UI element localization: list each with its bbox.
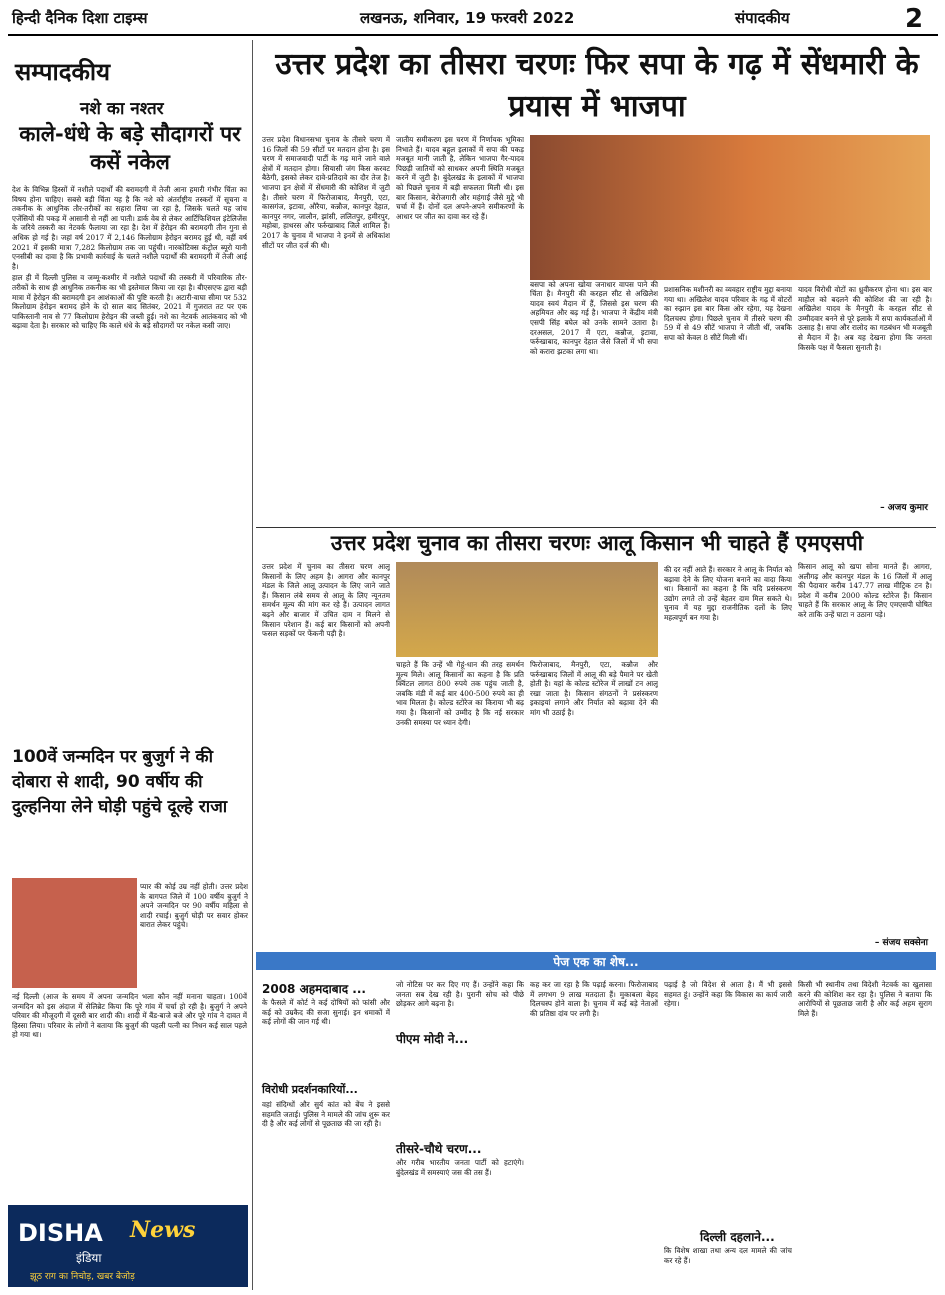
continued-phase-title: तीसरे-चौथे चरण... (396, 1142, 482, 1156)
continued-banner-text: पेज एक का शेष... (553, 955, 639, 969)
continued-protesters-title: विरोधी प्रदर्शनकारियों... (262, 1083, 358, 1096)
paper-name: हिन्दी दैनिक दिशा टाइम्स (12, 9, 148, 27)
groom-photo (12, 878, 137, 988)
potato-col-3: फिरोजाबाद, मैनपुरी, एटा, कन्नौज और फर्रुखाबाद जिलों में आलू की बड़े पैमाने पर खेती होती है। यहां के कोल्ड स्टोरेज में लाखों टन आलू रखा जाता है। किसान संगठनों ने प्रसंस्करण इकाइयां लगाने और निर्यात को बढ़ावा देने की मांग भी उठाई है। (530, 660, 658, 717)
lead-headline: उत्तर प्रदेश का तीसरा चरणः फिर सपा के गढ़ में सेंधमारी के प्रयास में भाजपा (275, 47, 919, 124)
editorial-body (12, 185, 247, 735)
groom-side-text: प्यार की कोई उम्र नहीं होती। उत्तर प्रदेश के बागपत जिले में 100 वर्षीय बुजुर्ग ने अपने जन्मदिन पर 90 वर्षीय महिला से शादी रचाई। बुजुर्ग घोड़ी पर सवार होकर बारात लेकर पहुंचे। (140, 882, 248, 930)
lead-col-3: बसपा को अपना खोया जनाधार वापस पाने की चिंता है। मैनपुरी की करहल सीट से अखिलेश यादव स्वयं मैदान में हैं, जिससे इस चरण की अहमियत और बढ़ गई है। भाजपा ने केंद्रीय मंत्री एसपी सिंह बघेल को उनके सामने उतारा है। दरअसल, 2017 में एटा, कन्नौज, इटावा, फर्रुखाबाद, कानपुर देहात जैसे जिलों में भी सपा को करारा झटका लगा था। (530, 279, 658, 356)
potato-col-5: किसान आलू को खपा सोना मानते हैं। आगरा, अलीगढ़ और कानपुर मंडल के 16 जिलों में आलू की पैदावार करीब 147.77 लाख मीट्रिक टन है। प्रदेश में करीब 2000 कोल्ड स्टोरेज हैं। किसान चाहते हैं कि सरकार आलू के लिए एमएसपी घोषित करे ताकि उन्हें घाटा न उठाना पड़े। (798, 562, 932, 619)
left-column-divider (252, 40, 253, 1290)
dateline: लखनऊ, शनिवार, 19 फरवरी 2022 (360, 9, 575, 27)
editorial-headline: काले-धंधे के बड़े सौदागरों पर कसें नकेल (19, 122, 241, 174)
lead-byline: – अजय कुमार (880, 503, 928, 513)
logo-brand: DISHA (18, 1219, 103, 1247)
potato-col-4: की दर नहीं आते हैं। सरकार ने आलू के निर्यात को बढ़ावा देने के लिए योजना बनाने का वादा किया था। किसानों का कहना है कि यदि प्रसंस्करण उद्योग लगते तो उन्हें बेहतर दाम मिल सकते थे। चुनाव में यह मुद्दा राजनीतिक दलों के लिए महत्वपूर्ण बन गया है। (664, 565, 792, 622)
page-number: 2 (905, 4, 924, 34)
continued-col-3: कह कर जा रहा है कि पढ़ाई करना। फिरोजाबाद में लगभग 9 लाख मतदाता हैं। मुकाबला बेहद दिलचस्प होने वाला है। चुनाव में कई बड़े नेताओं की प्रतिष्ठा दांव पर लगी है। (530, 980, 658, 1018)
lead-photo (530, 135, 930, 280)
section-label: संपादकीय (735, 9, 790, 27)
groom-headline: 100वें जन्मदिन पर बुजुर्ग ने की दोबारा से शादी, 90 वर्षीय की दुल्हनिया लेने घोड़ी पहुंचे दूल्हे राजा (12, 747, 228, 817)
potato-byline: – संजय सक्सेना (874, 938, 928, 948)
disha-news-logo (8, 1205, 248, 1287)
potato-col-1: उत्तर प्रदेश में चुनाव का तीसरा चरण आलू किसानों के लिए अहम है। आगरा और कानपुर मंडल के जिले आलू उत्पादन के लिए जाने जाते हैं। किसान लंबे समय से आलू के लिए न्यूनतम समर्थन मूल्य की मांग कर रहे हैं। उत्पादन लागत बढ़ने और बाजार में उचित दाम न मिलने से किसान परेशान हैं। कई बार किसानों को अपनी फसल सड़कों पर फेंकनी पड़ी है। (262, 562, 390, 639)
logo-region: इंडिया (76, 1251, 102, 1265)
logo-brand-script: News (130, 1217, 196, 1243)
potato-headline: उत्तर प्रदेश चुनाव का तीसरा चरणः आलू किसान भी चाहते हैं एमएसपी (330, 531, 864, 555)
continued-delhi-body: कि विशेष शाखा तथा अन्य दल मामले की जांच कर रहे हैं। (664, 1246, 792, 1265)
continued-pm-title: पीएम मोदी ने... (396, 1032, 469, 1046)
groom-body: नई दिल्ली (आज के समय में अपना जन्मदिन भला कौन नहीं मनाना चाहता। 100वें जन्मदिन को इस अंदाज में सेलिब्रेट किया कि पूरे गांव में चर्चा हो रही है। बुजुर्ग ने अपने परिवार की मौजूदगी में दूसरी बार शादी की। शादी में बैंड-बाजे बजे और पूरे गांव ने दावत में हिस्सा लिया। परिवार के लोगों ने बताया कि बुजुर्ग की पहली पत्नी का निधन कई साल पहले हो गया था। (12, 992, 247, 1040)
continued-col-4: पढ़ाई है जो विदेश से आता है। मैं भी इससे सहमत हूं। उन्होंने कहा कि विकास का कार्य जारी रहेगा। (664, 980, 792, 1009)
continued-phase-body: और गरीब भारतीय जनता पार्टी को हटाएंगे। बुंदेलखंड में समस्याएं जस की तस हैं। (396, 1158, 524, 1177)
potato-col-2: चाहते हैं कि उन्हें भी गेहूं-धान की तरह समर्थन मूल्य मिले। आलू किसानों का कहना है कि प्रति क्विंटल लागत 800 रुपये तक पहुंच जाती है, जबकि मंडी में कई बार 400-500 रुपये का ही भाव मिलता है। कोल्ड स्टोरेज का किराया भी बढ़ गया है। किसानों को उम्मीद है कि नई सरकार उनकी समस्या पर ध्यान देगी। (396, 660, 524, 727)
lead-col-2: जातीय समीकरण इस चरण में निर्णायक भूमिका निभाते हैं। यादव बहुल इलाकों में सपा की पकड़ मजबूत मानी जाती है, लेकिन भाजपा गैर-यादव पिछड़ी जातियों को साधकर अपनी स्थिति मजबूत करने में जुटी है। बुंदेलखंड के इलाकों में भाजपा को पिछले चुनाव में बड़ी सफलता मिली थी। इस बार किसान, बेरोजगारी और महंगाई जैसे मुद्दे भी चर्चा में हैं। दोनों दल अपने-अपने समीकरणों के आधार पर जीत का दावा कर रहे हैं। (396, 135, 524, 221)
lead-col-4: प्रशासनिक मशीनरी का व्यवहार राष्ट्रीय मुद्दा बनाया गया था। अखिलेश यादव परिवार के गढ़ में वोटरों का रुझान इस बार किस ओर रहेगा, यह देखना दिलचस्प होगा। पिछले चुनाव में तीसरे चरण की 59 में से 49 सीटें भाजपा ने जीती थीं, जबकि सपा को केवल 8 सीटें मिली थीं। (664, 285, 792, 342)
editorial-para-2: हाल ही में दिल्ली पुलिस व जम्मू-कश्मीर में नशीले पदार्थों की तस्करी में परिवारिक तौर-तरीकों के साथ ही आधुनिक तकनीक का भी इस्तेमाल किया जा रहा है। बीएसएफ द्वारा बड़ी मात्रा में हेरोइन की बरामदगी इन आशंकाओं की पुष्टि करती है। अटारी-वाघा सीमा पर 532 किलोग्राम हेरोइन बरामद होने के दो साल बाद सितंबर, 2021 में गुजरात तट पर एक पाकिस्तानी नाव से 77 किलोग्राम हेरोइन की जब्ती हुई। नशे का नेटवर्क आतंकवाद को भी बढ़ावा देता है। सरकार को चाहिए कि काले धंधे के बड़े सौदागरों पर नकेल कसी जाए। (12, 273, 247, 331)
lead-col-1: उत्तर प्रदेश विधानसभा चुनाव के तीसरे चरण में 16 जिलों की 59 सीटों पर मतदान होना है। इस चरण में समाजवादी पार्टी के गढ़ माने जाने वाले क्षेत्रों में मतदान होगा। सियासी जंग किस करवट बैठेगी, इसको लेकर दावे-प्रतिदावे का दौर तेज है। भाजपा इन क्षेत्रों में सेंधमारी की कोशिश में जुटी है। तीसरे चरण में फिरोजाबाद, मैनपुरी, एटा, कासगंज, इटावा, औरैया, कन्नौज, कानपुर देहात, कानपुर नगर, जालौन, झांसी, ललितपुर, हमीरपुर, महोबा, हाथरस और फर्रुखाबाद जिले शामिल हैं। 2017 के चुनाव में भाजपा ने इनमें से अधिकांश सीटों पर जीत दर्ज की थी। (262, 135, 390, 250)
logo-tagline: झूठ राग का निचोड़, खबर बेजोड़ (30, 1272, 135, 1282)
continued-protesters-body: वहां संदिग्धों और सुर्य कांत को बेंच ने इससे सहमति जताई। पुलिस ने मामले की जांच शुरू कर दी है और कई लोगों से पूछताछ की जा रही है। (262, 1100, 390, 1129)
continued-ahmedabad-body: के फैसले में कोर्ट ने कई दोषियों को फांसी और कई को उम्रकैद की सजा सुनाई। इन धमाकों में कई लोगों की जान गई थी। (262, 998, 390, 1027)
editorial-kicker: नशे का नश्तर (80, 99, 164, 119)
continued-delhi-title: दिल्ली दहलाने... (700, 1230, 775, 1244)
masthead-rule (8, 34, 938, 36)
editorial-label: सम्पादकीय (15, 58, 111, 86)
editorial-para-1: देश के विभिन्न हिस्सों में नशीले पदार्थों की बरामदगी में तेजी आना हमारी गंभीर चिंता का विषय होना चाहिए। सबसे बड़ी चिंता यह है कि नशे को अंतर्राष्ट्रीय तस्करों में सूचना व तकनीक के आधुनिक तौर-तरीकों का सहारा लिया जा रहा है, जिसके चलते यह जांच एजेंसियों की पकड़ में आसानी से नहीं आ पाती। डार्क वेब से लेकर आर्टिफिशियल इंटेलिजेंस के जरिये तस्करी का नेटवर्क फैलाया जा रहा है। देश में हेरोइन की बरामदगी तीन गुना से अधिक हो गई है। जहां वर्ष 2017 में 2,146 किलोग्राम हेरोइन बरामद हुई थी, वहीं वर्ष 2021 में इसकी मात्रा 7,282 किलोग्राम तक जा पहुंची। नारकोटिक्स कंट्रोल ब्यूरो यानी एनसीबी का दावा है कि प्रभावी कार्रवाई के चलते नशीले पदार्थों की बरामदगी में तेजी आई है। (12, 185, 247, 271)
continued-col-5: किसी भी स्थानीय तथा विदेशी नेटवर्क का खुलासा करने की कोशिश कर रहा है। पुलिस ने बताया कि आरोपियों से पूछताछ जारी है और कई अहम सुराग मिले हैं। (798, 980, 932, 1018)
continued-pm-lead: जो नोटिस पर कर दिए गए हैं। उन्होंने कहा कि जनता सब देख रही है। पुरानी सोच को पीछे छोड़कर आगे बढ़ना है। (396, 980, 524, 1009)
continued-banner (256, 952, 936, 970)
potato-photo (396, 562, 658, 657)
continued-ahmedabad-title: 2008 अहमदाबाद ... (262, 982, 366, 996)
lead-col-5: यादव विरोधी वोटों का ध्रुवीकरण होना था। इस बार माहौल को बदलने की कोशिश की जा रही है। अखिलेश यादव के मैनपुरी के करहल सीट से उम्मीदवार बनने से पूरे इलाके में सपा कार्यकर्ताओं में उत्साह है। सपा और रालोद का गठबंधन भी मजबूती से मैदान में है। अब यह देखना होगा कि जनता किसके पक्ष में फैसला सुनाती है। (798, 285, 932, 352)
